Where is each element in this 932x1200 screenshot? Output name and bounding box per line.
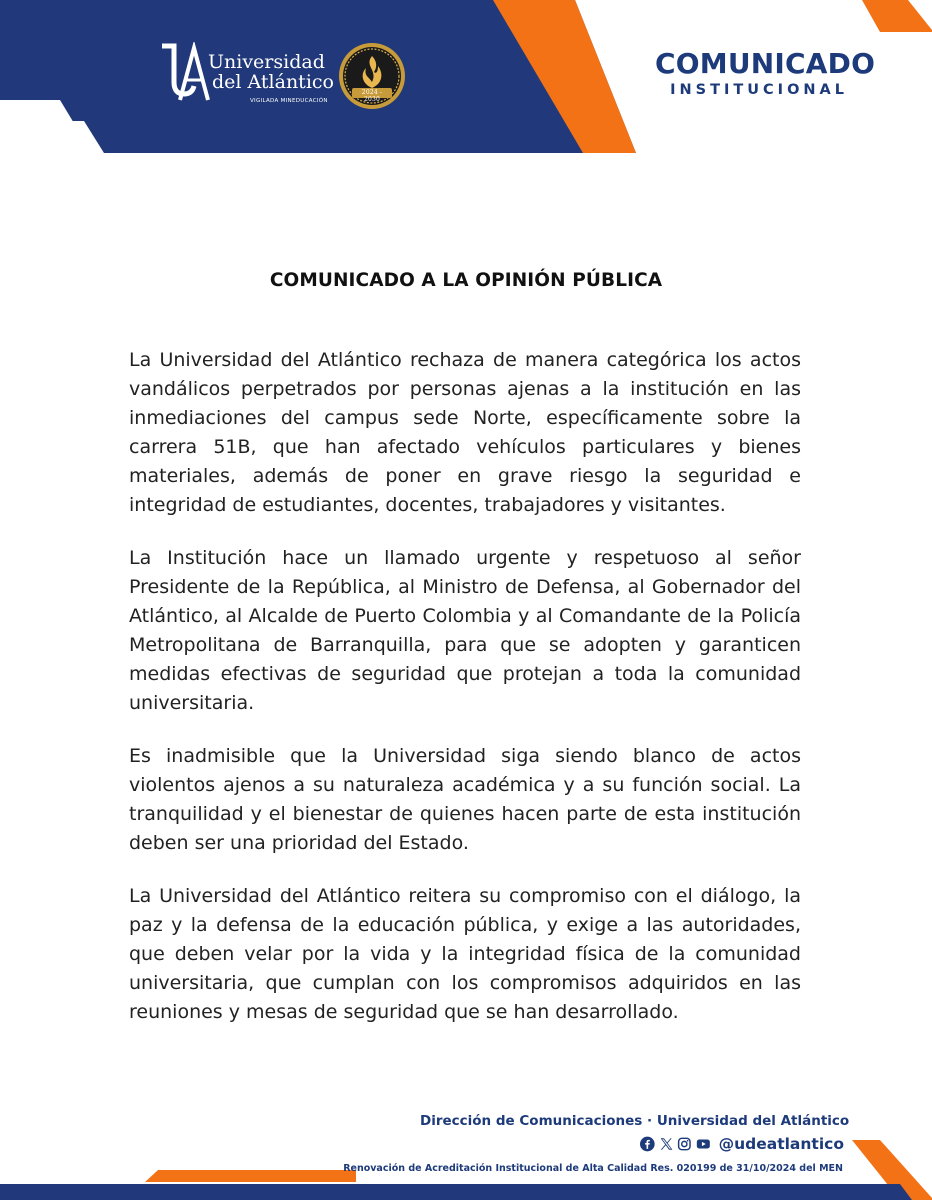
social-links [640,1133,844,1155]
header-banner [0,0,932,160]
logo-name-line1: Universidad [208,51,325,73]
facebook-icon[interactable] [640,1135,655,1153]
document-title: COMUNICADO A LA OPINIÓN PÚBLICA [269,270,663,291]
brand-title: COMUNICADO [655,47,876,80]
accreditation-seal [338,42,406,110]
social-handle[interactable]: @udeatlantico [718,1135,844,1153]
footer-department: Dirección de Comunicaciones · Universidad del Atlántico [420,1113,850,1129]
instagram-icon[interactable] [677,1135,692,1153]
paragraph: Es inadmisible que la Universidad siga siendo blanco de actos violentos ajenos a su naturaleza académica y a su función social. La tranquilidad y el bienestar de quienes hacen parte de esta institución deben ser una prioridad del Estado. [129,745,801,854]
footer-navy-band [0,1184,912,1200]
brand-subtitle: INSTITUCIONAL [670,82,848,98]
paragraph: La Institución hace un llamado urgente y respetuoso al señor Presidente de la República, al Ministro de Defensa, al Gobernador del Atlántico, al Alcalde de Puerto Colombia y al Comandante de la Policía Metropolitana de Barranquilla, para que se adopten y garanticen medidas efectivas de seguridad que protejan a toda la comunidad universitaria. [129,547,801,714]
header-orange-accent-right [862,0,932,32]
youtube-icon[interactable] [696,1135,711,1153]
accreditation-text: Renovación de Acreditación Institucional de Alta Calidad Res. 020199 de 31/10/2024 del MEN [343,1163,843,1174]
ua-monogram-icon [158,42,210,104]
logo-name-line2: del Atlántico [212,71,334,93]
logo-wordmark [208,52,334,92]
seal-years: 2024 - 2030 [361,89,383,103]
paragraph: La Universidad del Atlántico rechaza de manera categórica los actos vandálicos perpetrados por personas ajenas a la institución en las inmediaciones del campus sede Norte, específicamente sobre la carrera 51B, que han afectado vehículos particulares y bienes materiales, además de poner en grave riesgo la seguridad e integridad de estudiantes, docentes, trabajadores y visitantes. [129,349,801,516]
paragraph: La Universidad del Atlántico reitera su compromiso con el diálogo, la paz y la defensa de la educación pública, y exige a las autoridades, que deben velar por la vida y la integridad física de la comunidad universitaria, que cumplan con los compromisos adquiridos en las reuniones y mesas de seguridad que se han desarrollado. [129,885,801,1023]
document-body [129,346,801,1051]
logo-tagline: VIGILADA MINEDUCACIÓN [250,98,328,104]
x-icon[interactable] [659,1135,674,1153]
